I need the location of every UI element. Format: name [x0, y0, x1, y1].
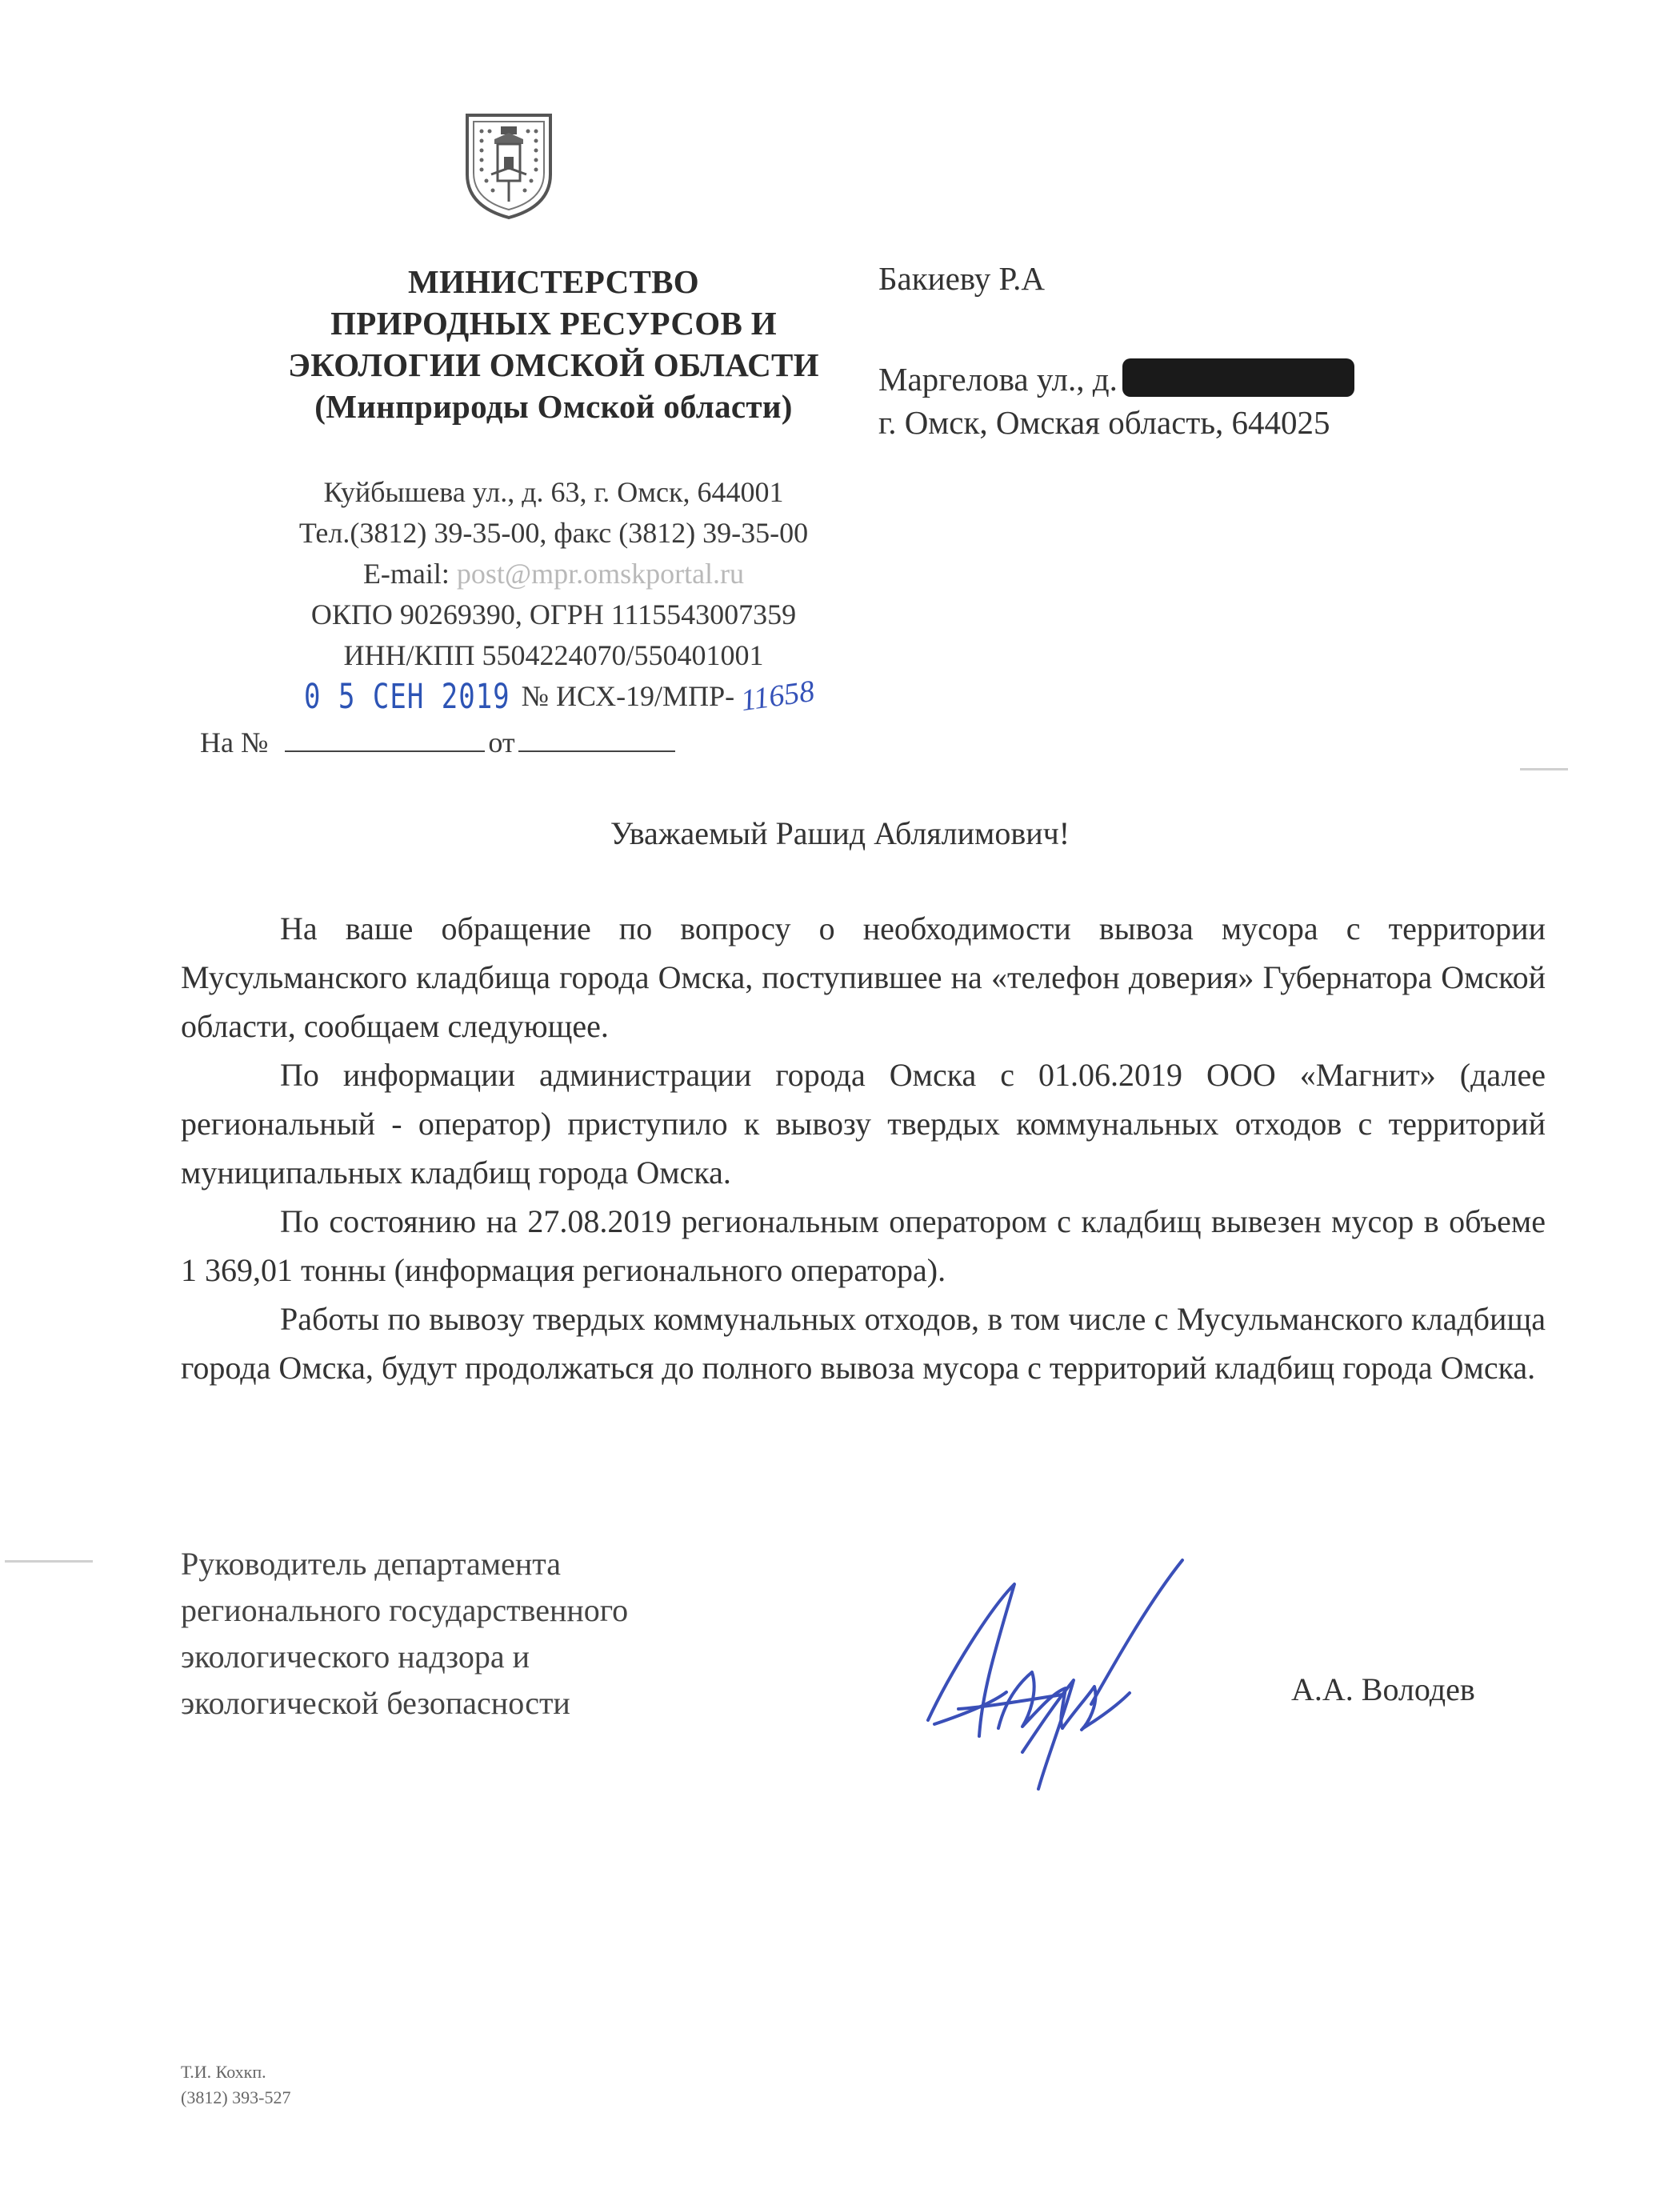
position-line: регионального государственного: [181, 1592, 629, 1628]
outgoing-number-line: [304, 674, 817, 718]
scan-artifact: [1520, 768, 1568, 770]
email-link[interactable]: post@mpr.omskportal.ru: [456, 558, 745, 590]
ministry-short-name: (Минприроды Омской области): [314, 388, 793, 425]
body-paragraph: Работы по вывозу твердых коммунальных отходов, в том числе с Мусульманского кладбища города Омска, будут продолжаться до полного вывоза мусора с территорий кладбищ города Омска.: [181, 1301, 1546, 1386]
signatory-position: [181, 1541, 628, 1727]
outgoing-number-prefix: № ИСХ-19/МПР-: [521, 680, 735, 712]
position-line: экологической безопасности: [181, 1685, 570, 1721]
reference-no-label: На №: [200, 726, 269, 758]
recipient-street-row: [878, 358, 1354, 398]
ministry-inn-kpp: ИНН/КПП 5504224070/550401001: [343, 639, 764, 671]
ministry-name-line: МИНИСТЕРСТВО: [407, 263, 699, 300]
redaction-mark: [1122, 358, 1354, 397]
reference-no-blank: [285, 723, 485, 752]
body-paragraph: По информации администрации города Омска с 01.06.2019 ООО «Магнит» (далее региональный - оператор) приступило к вывозу твердых коммунальных отходов с территорий муниципальных кладбищ города Омска.: [181, 1057, 1546, 1191]
omsk-coat-of-arms-icon: [462, 112, 555, 221]
handwritten-signature-icon: [902, 1552, 1190, 1792]
body-paragraph: На ваше обращение по вопросу о необходимости вывоза мусора с территории Мусульманского кладбища города Омска, поступившее на «телефон доверия» Губернатора Омской области, сообщаем следующее.: [181, 910, 1546, 1044]
ministry-okpo-ogrn: ОКПО 90269390, ОГРН 1115543007359: [310, 598, 797, 630]
executor-phone: (3812) 393-527: [181, 2087, 291, 2107]
salutation: Уважаемый Рашид Аблялимович!: [610, 815, 1070, 851]
ministry-address: Куйбышева ул., д. 63, г. Омск, 644001: [323, 476, 784, 508]
signatory-name: А.А. Володев: [1291, 1671, 1475, 1707]
letter-body: [181, 904, 1546, 1392]
position-line: Руководитель департамента: [181, 1546, 561, 1582]
ministry-heading: [178, 261, 930, 427]
date-stamp: 0 5 СЕН 2019: [304, 677, 510, 717]
reference-from-label: от: [488, 726, 515, 758]
ministry-name-line: ЭКОЛОГИИ ОМСКОЙ ОБЛАСТИ: [288, 346, 819, 383]
reference-line: [200, 723, 675, 762]
executor-name: Т.И. Кохкп.: [181, 2062, 266, 2082]
ministry-name-line: ПРИРОДНЫХ РЕСУРСОВ И: [330, 305, 777, 342]
body-paragraph: По состоянию на 27.08.2019 региональным оператором с кладбищ вывезен мусор в объеме 1 369,01 тонны (информация регионального оператора).: [181, 1203, 1546, 1288]
ministry-email-row: [178, 554, 930, 594]
reference-date-blank: [518, 723, 675, 752]
ministry-contacts: [178, 472, 930, 676]
recipient-street: Маргелова ул., д.: [878, 361, 1118, 398]
scan-artifact: [5, 1560, 93, 1563]
outgoing-number-handwritten: 11658: [738, 674, 817, 718]
position-line: экологического надзора и: [181, 1639, 530, 1675]
email-label: E-mail:: [362, 558, 457, 590]
ministry-phone-fax: Тел.(3812) 39-35-00, факс (3812) 39-35-00: [298, 517, 809, 549]
recipient-city: г. Омск, Омская область, 644025: [878, 404, 1330, 441]
executor-info: [181, 2059, 290, 2111]
recipient-name: Бакиеву Р.А: [878, 260, 1046, 297]
